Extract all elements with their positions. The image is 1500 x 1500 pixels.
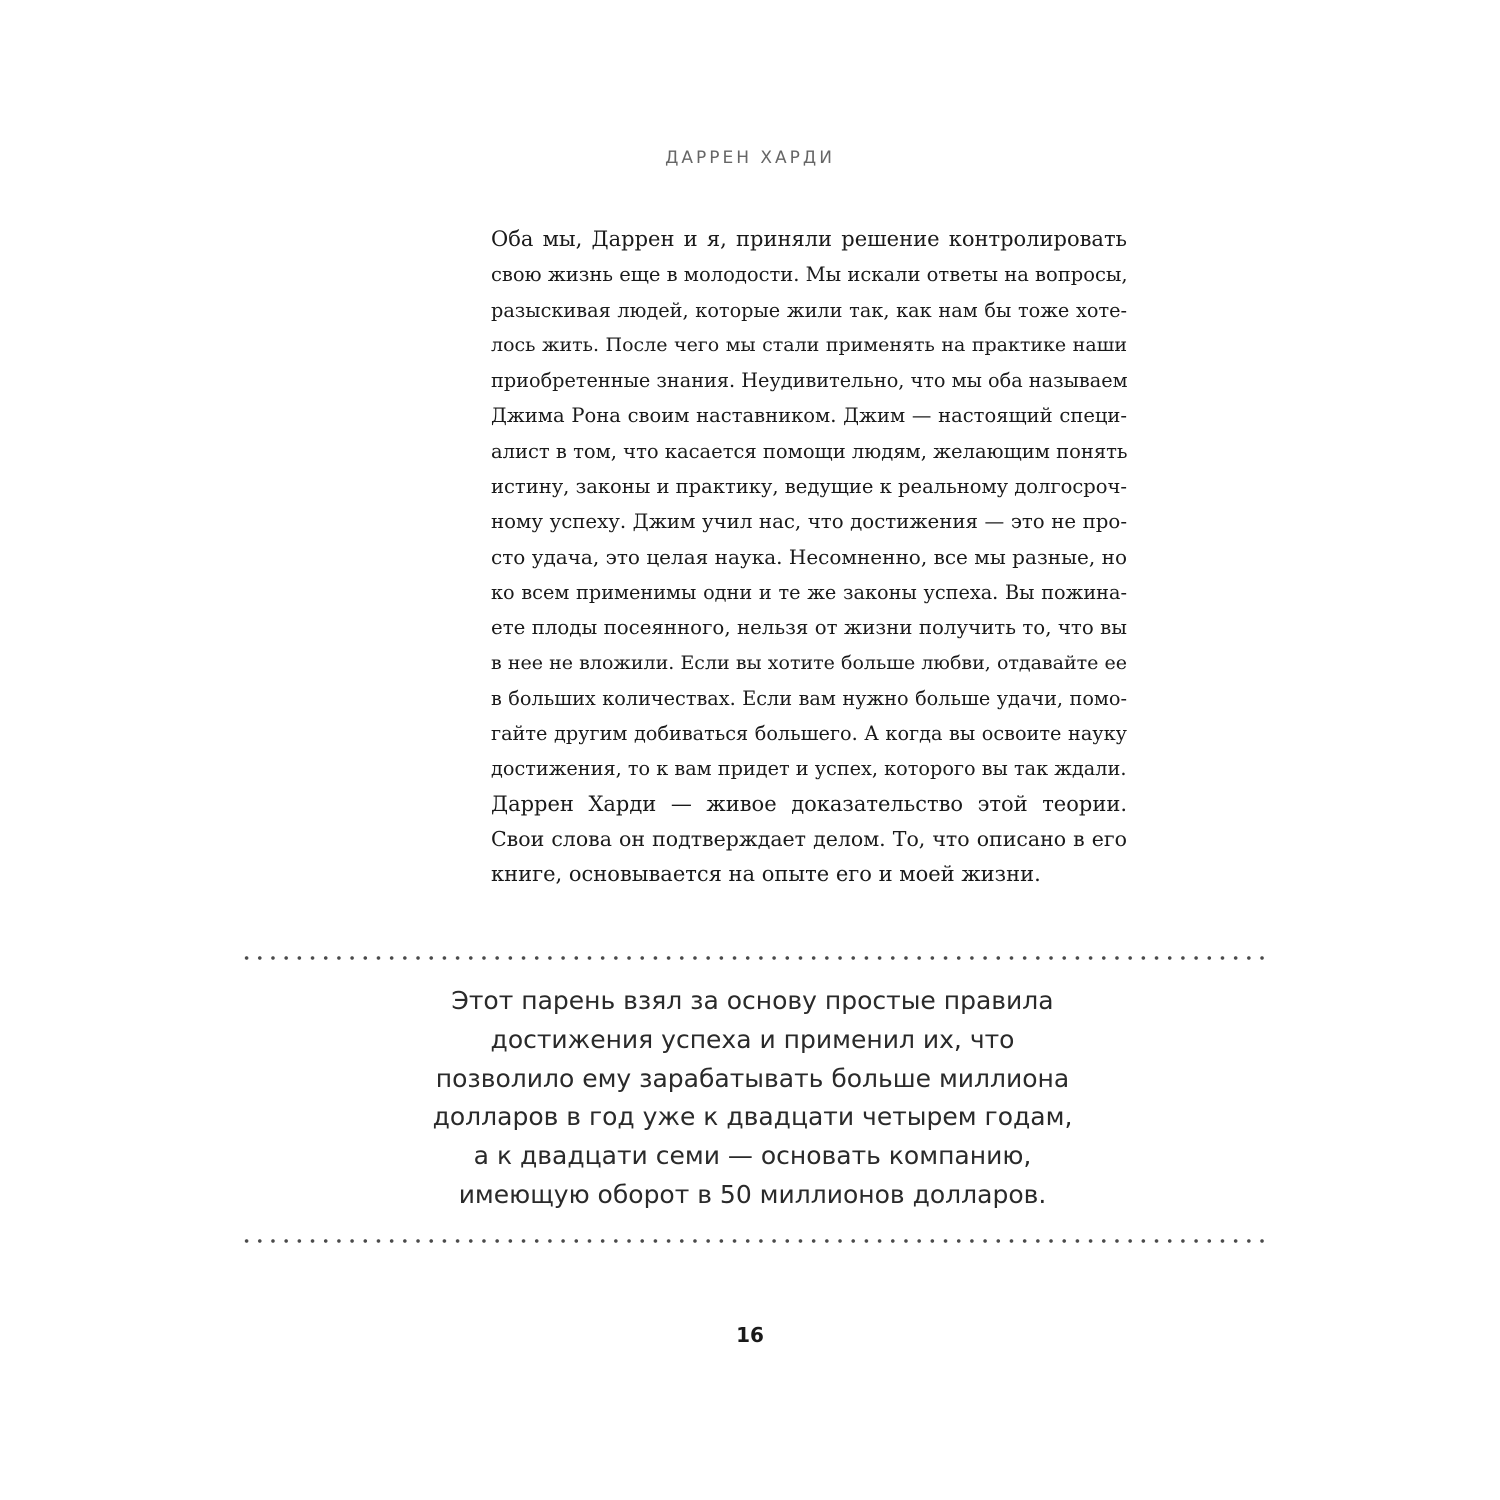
pull-quote-line: достижения успеха и применил их, что	[490, 1024, 1015, 1054]
page-number: 16	[736, 1323, 764, 1347]
text-line: Даррен Харди — живое доказательство этой теории.	[491, 791, 1127, 816]
text-line: в нее не вложили. Если вы хотите больше любви, отдавайте ее	[491, 651, 1127, 674]
dotted-divider-bottom	[240, 1238, 1265, 1244]
paragraph-1	[446, 222, 1127, 787]
text-line: ете плоды посеянного, нельзя от жизни получить то, что вы	[491, 616, 1127, 640]
text-line: гайте другим добиваться большего. А когда вы освоите науку	[491, 722, 1127, 746]
pull-quote	[240, 982, 1265, 1215]
pull-quote-line: Этот парень взял за основу простые правила	[451, 986, 1054, 1015]
pull-quote-line: позволило ему зарабатывать больше миллиона	[435, 1063, 1070, 1093]
text-line: истину, законы и практику, ведущие к реальному долгосроч-	[491, 475, 1127, 499]
running-head: ДАРРЕН ХАРДИ	[665, 148, 835, 168]
text-line: Свои слова он подтверждает делом. То, что описано в его	[491, 827, 1127, 852]
text-line: алист в том, что касается помощи людям, желающим понять	[491, 439, 1128, 463]
pull-quote-line: а к двадцати семи — основать компанию,	[473, 1141, 1032, 1171]
dotted-divider-top	[240, 955, 1265, 961]
paragraph-2	[446, 787, 1127, 893]
text-line: в больших количествах. Если вам нужно больше удачи, помо-	[491, 686, 1127, 710]
pull-quote-line: имеющую оборот в 50 миллионов долларов.	[458, 1179, 1047, 1209]
text-line: лось жить. После чего мы стали применять на практике наши	[491, 333, 1127, 356]
text-line: книге, основывается на опыте его и моей жизни.	[491, 862, 1041, 887]
text-line: приобретенные знания. Неудивительно, что мы оба называем	[491, 369, 1128, 393]
text-line: Джима Рона своим наставником. Джим — настоящий специ-	[491, 404, 1127, 428]
text-line: Оба мы, Даррен и я, приняли решение контролировать	[491, 227, 1127, 251]
body-text	[446, 222, 1127, 893]
text-line: разыскивая людей, которые жили так, как нам бы тоже хоте-	[491, 298, 1127, 322]
text-line: сто удача, это целая наука. Несомненно, все мы разные, но	[491, 544, 1127, 569]
pull-quote-line: долларов в год уже к двадцати четырем годам,	[432, 1102, 1073, 1132]
text-line: ному успеху. Джим учил нас, что достижения — это не про-	[491, 510, 1127, 534]
text-line: достижения, то к вам придет и успех, которого вы так ждали.	[491, 757, 1127, 781]
text-line: свою жизнь еще в молодости. Мы искали ответы на вопросы,	[491, 263, 1128, 287]
text-line: ко всем применимы одни и те же законы успеха. Вы пожина-	[491, 580, 1127, 604]
